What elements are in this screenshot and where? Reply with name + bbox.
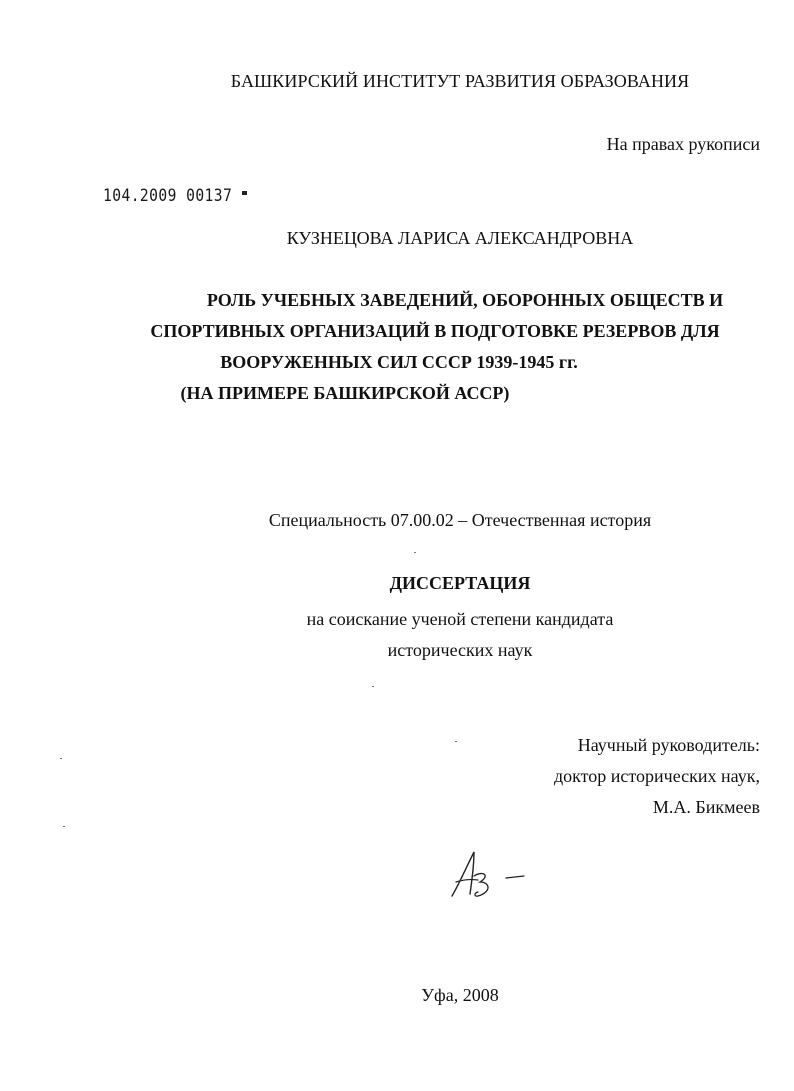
dissertation-heading: ДИССЕРТАЦИЯ [389,573,531,593]
scan-speck [455,741,457,742]
scan-speck [372,686,374,687]
title-line: ВООРУЖЕННЫХ СИЛ СССР 1939-1945 гг. [220,352,578,372]
degree-line-1: на соискание ученой степени кандидата [306,609,614,629]
supervisor-label: Научный руководитель: [577,735,760,755]
scan-speck [60,758,62,759]
title-line: СПОРТИВНЫХ ОРГАНИЗАЦИЙ В ПОДГОТОВКЕ РЕЗЕРВОВ ДЛЯ [150,321,720,341]
registry-stamp: 104.2009 00137 [103,186,233,206]
institute-name: БАШКИРСКИЙ ИНСТИТУТ РАЗВИТИЯ ОБРАЗОВАНИЯ [230,71,690,91]
scan-speck [63,826,65,827]
title-line: (НА ПРИМЕРЕ БАШКИРСКОЙ АССР) [180,383,510,403]
stamp-mark [242,191,247,195]
specialty: Специальность 07.00.02 – Отечественная история [268,510,652,530]
supervisor-degree: доктор исторических наук, [554,766,760,786]
city-year: Уфа, 2008 [421,985,499,1005]
degree-line-2: исторических наук [387,640,533,660]
rights-note: На правах рукописи [606,134,760,154]
supervisor-block [554,730,760,823]
author-name: КУЗНЕЦОВА ЛАРИСА АЛЕКСАНДРОВНА [286,228,634,248]
supervisor-name: М.А. Бикмеев [652,797,760,817]
dissertation-title [120,285,750,409]
dissertation-block [160,572,760,666]
title-line: РОЛЬ УЧЕБНЫХ ЗАВЕДЕНИЙ, ОБОРОННЫХ ОБЩЕСТВ И [206,290,724,310]
signature-image [444,846,534,906]
scan-speck [414,552,416,553]
